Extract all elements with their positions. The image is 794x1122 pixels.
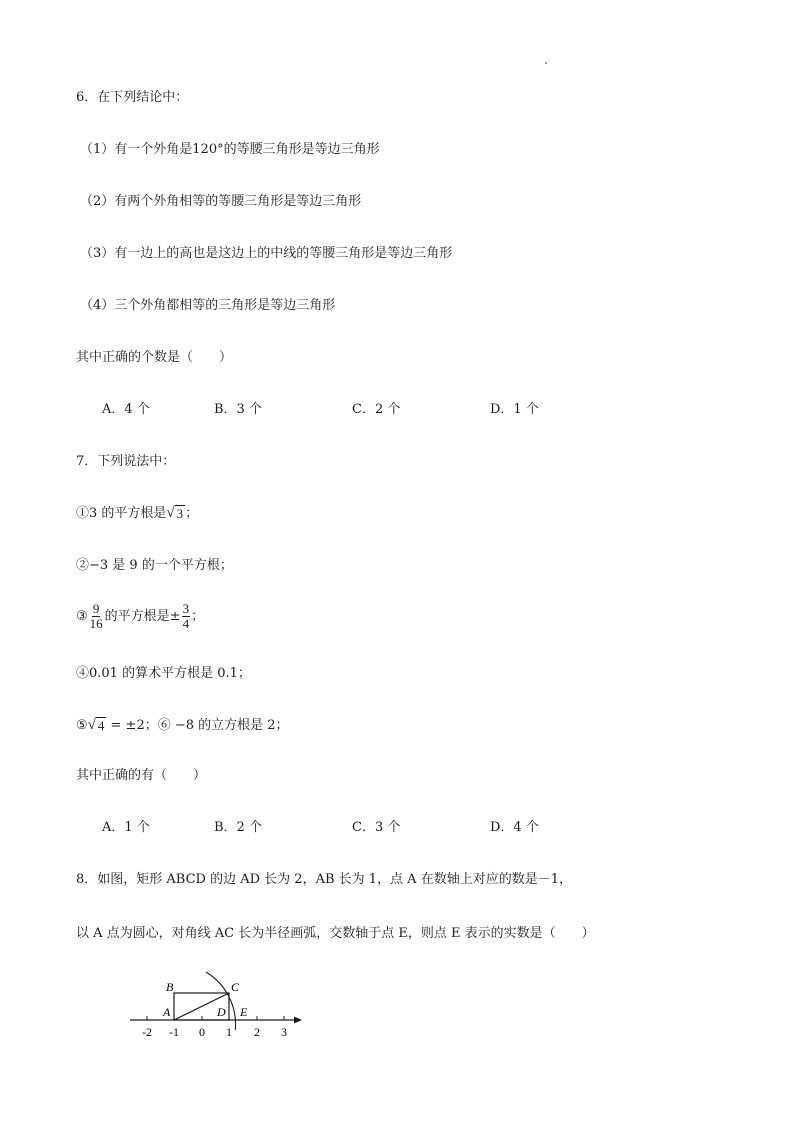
fraction-numerator: 3 [182, 601, 190, 616]
q8-line-2: 以 A 点为圆心，对角线 AC 长为半径画弧，交数轴于点 E，则点 E 表示的实数是（ ） [76, 926, 595, 941]
q7-title: 7．下列说法中： [76, 454, 176, 469]
q8-line-1: 8．如图，矩形 ABCD 的边 AD 长为 2，AB 长为 1，点 A 在数轴上对应的数是－1， [76, 872, 572, 887]
page-mark [545, 62, 547, 64]
sqrt-expression: √ 3 [166, 505, 184, 521]
q7-s3-marker: ③ [76, 609, 88, 624]
q7-statement-2: ②−3 是 9 的一个平方根； [76, 558, 233, 573]
q6-option-c[interactable]: C．2 个 [352, 402, 401, 417]
tick-label: 3 [281, 1025, 287, 1039]
tick-label: 1 [226, 1025, 232, 1039]
q7-s3-end: ； [191, 609, 205, 624]
fraction-denominator: 4 [182, 616, 190, 631]
q7-option-c[interactable]: C．3 个 [352, 820, 401, 835]
tick-label: -1 [169, 1025, 179, 1039]
q7-statement-5-6 [76, 716, 289, 736]
q6-option-a[interactable]: A．4 个 [102, 402, 150, 417]
q7-statement-1 [76, 504, 198, 524]
fraction-3-4 [182, 602, 191, 631]
q6-item-4: （4）三个外角都相等的三角形是等边三角形 [80, 298, 336, 313]
q7-s5-marker: ⑤ [76, 718, 88, 733]
label-a: A [163, 1005, 171, 1019]
q7-option-a[interactable]: A．1 个 [102, 820, 150, 835]
q6-option-d[interactable]: D．1 个 [490, 402, 539, 417]
radicand: 3 [176, 506, 184, 521]
tick-label: 2 [254, 1025, 260, 1039]
q6-option-b[interactable]: B．3 个 [214, 402, 262, 417]
q6-item-3: （3）有一边上的高也是这边上的中线的等腰三角形是等边三角形 [80, 246, 453, 261]
label-e: E [240, 1005, 248, 1019]
label-d: D [217, 1005, 226, 1019]
tick-label: 0 [199, 1025, 205, 1039]
q7-statement-4: ④0.01 的算术平方根是 0.1； [76, 666, 251, 681]
q7-s5-rest: = ±2；⑥ −8 的立方根是 2； [106, 718, 289, 733]
label-b: B [166, 980, 174, 994]
sqrt-expression: √ 4 [87, 717, 105, 733]
fraction-9-16 [89, 602, 104, 631]
q7-option-b[interactable]: B．2 个 [214, 820, 262, 835]
fraction-denominator: 16 [89, 616, 103, 631]
q7-statement-3 [76, 600, 204, 634]
q7-s1-end: ； [185, 506, 199, 521]
q6-title: 6．在下列结论中： [76, 90, 189, 105]
fraction-numerator: 9 [92, 601, 100, 616]
axis-arrow-icon [294, 1017, 302, 1024]
radicand: 4 [97, 718, 105, 733]
number-line-figure [126, 970, 326, 1050]
label-c: C [231, 980, 240, 994]
q7-prompt: 其中正确的有（ ） [76, 768, 207, 783]
q6-item-2: （2）有两个外角相等的等腰三角形是等边三角形 [80, 194, 362, 209]
q7-s3-middle: 的平方根是± [104, 609, 181, 624]
q6-item-1: （1）有一个外角是120°的等腰三角形是等边三角形 [80, 142, 380, 157]
tick-label: -2 [142, 1025, 152, 1039]
q7-option-d[interactable]: D．4 个 [490, 820, 539, 835]
q6-prompt: 其中正确的个数是（ ） [76, 350, 233, 365]
q7-s1-text: ①3 的平方根是 [76, 506, 167, 521]
